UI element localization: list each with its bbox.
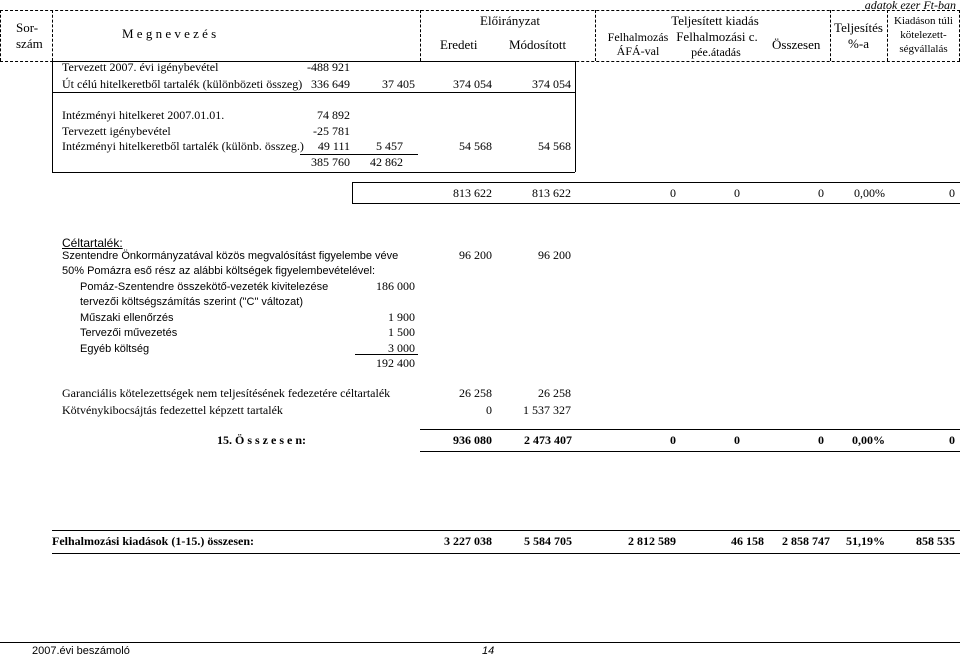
subtotal-eredeti: 813 622 — [453, 186, 492, 200]
unit-note: adatok ezer Ft-ban — [864, 0, 956, 12]
total15-pct: 0,00% — [852, 433, 885, 447]
row-intezmenyi-tartalek: Intézményi hitelkeretből tartalék (különb. összeg.) — [62, 139, 304, 153]
row-ut-celu-hitelkeret: Út célú hitelkeretből tartalék (különbözeti összeg) — [62, 77, 303, 91]
subtotal-kotelezettseg: 0 — [949, 186, 955, 200]
row-tervezett-igenybevetel-2: Tervezett igénybevétel — [62, 124, 171, 138]
row-intezmenyi-tartalek-v2: 5 457 — [376, 139, 403, 153]
subtotal-pct: 0,00% — [854, 186, 885, 200]
row-intezmenyi-tartalek-v3: 54 568 — [459, 139, 492, 153]
celtartalek-items-total: 192 400 — [376, 356, 415, 370]
total15-kotelezettseg: 0 — [949, 433, 955, 447]
celtartalek-item-label: Műszaki ellenőrzés — [80, 312, 174, 324]
row-tervezett-igenybevetel: Tervezett 2007. évi igénybevétel — [62, 60, 219, 74]
header-sorszam-1: Sor- — [16, 20, 39, 35]
celtartalek-item-value: 3 000 — [388, 341, 415, 355]
row-garancialis-eredeti: 26 258 — [459, 386, 492, 400]
grand-total-label: Felhalmozási kiadások (1-15.) összesen: — [52, 534, 254, 548]
celtartalek-item-label: Tervezői művezetés — [80, 327, 178, 339]
total15-felhalmozas: 0 — [670, 433, 676, 447]
grand-total-felhalmozasi-c: 46 158 — [731, 534, 764, 548]
header-kiadason-1: Kiadáson túli — [894, 15, 953, 27]
grand-total-felhalmozas: 2 812 589 — [628, 534, 676, 548]
header-teljesites-1: Teljesítés — [834, 20, 883, 35]
total15-modositott: 2 473 407 — [524, 433, 572, 447]
subtotal-felhalmozas: 0 — [670, 186, 676, 200]
header-sorszam-2: szám — [16, 36, 43, 51]
header-eredeti: Eredeti — [440, 37, 478, 52]
celtartalek-item-label: Pomáz-Szentendre összekötő-vezeték kivitelezése — [80, 281, 329, 293]
row-ut-celu-v1: 336 649 — [311, 77, 350, 91]
grand-total-modositott: 5 584 705 — [524, 534, 572, 548]
total15-felhalmozasi-c: 0 — [734, 433, 740, 447]
header-osszesen: Összesen — [772, 37, 821, 52]
row-intezmenyi-hitelkeret-v1: 74 892 — [317, 108, 350, 122]
total15-eredeti: 936 080 — [453, 433, 492, 447]
header-megnevezes: M e g n e v e z é s — [122, 26, 217, 41]
row-kotvenykibocsajtas-eredeti: 0 — [486, 403, 492, 417]
header-left-border — [0, 10, 1, 61]
header-felhalmozas-1: Felhalmozás — [607, 30, 669, 44]
row-credit-sum-v1: 385 760 — [311, 155, 350, 169]
footer-page-number: 14 — [482, 645, 495, 657]
celtartalek-row1-eredeti: 96 200 — [459, 248, 492, 262]
row-tervezett-igenybevetel-2-v1: -25 781 — [313, 124, 350, 138]
row-kotvenykibocsajtas-modositott: 1 537 327 — [523, 403, 571, 417]
grand-total-osszesen: 2 858 747 — [782, 534, 830, 548]
subtotal-felhalmozasi-c: 0 — [734, 186, 740, 200]
row-ut-celu-v2: 37 405 — [382, 77, 415, 91]
header-kiadason-3: ségvállalás — [899, 43, 948, 55]
subtotal-osszesen: 0 — [818, 186, 824, 200]
celtartalek-item-value: 186 000 — [376, 279, 415, 293]
celtartalek-item-value: 1 500 — [388, 325, 415, 339]
total15-osszesen: 0 — [818, 433, 824, 447]
footer-left: 2007.évi beszámoló — [32, 645, 130, 657]
celtartalek-row2-label: 50% Pomázra eső rész az alábbi költségek figyelembevételével: — [62, 265, 376, 277]
header-felhalmozasi-c: Felhalmozási c. — [676, 29, 758, 44]
header-teljesites-2: %-a — [848, 36, 869, 51]
celtartalek-row1-label: Szentendre Önkormányzatával közös megvalósítást figyelembe véve — [62, 250, 399, 262]
subtotal-modositott: 813 622 — [532, 186, 571, 200]
row-ut-celu-v4: 374 054 — [532, 77, 571, 91]
header-top-border — [0, 10, 960, 11]
celtartalek-title: Céltartalék: — [62, 236, 123, 250]
row-intezmenyi-tartalek-v4: 54 568 — [538, 139, 571, 153]
row-garancialis-modositott: 26 258 — [538, 386, 571, 400]
celtartalek-item-label: Egyéb költség — [80, 343, 150, 355]
grand-total-eredeti: 3 227 038 — [444, 534, 492, 548]
row-intezmenyi-tartalek-v1: 49 111 — [317, 139, 350, 153]
celtartalek-row1-modositott: 96 200 — [538, 248, 571, 262]
row-intezmenyi-hitelkeret: Intézményi hitelkeret 2007.01.01. — [62, 108, 225, 122]
header-felhalmozas-2: ÁFÁ-val — [616, 44, 660, 58]
row-kotvenykibocsajtas: Kötvénykibocsájtás fedezettel képzett tartalék — [62, 403, 283, 417]
row-ut-celu-v3: 374 054 — [453, 77, 492, 91]
row-tervezett-igenybevetel-v1: -488 921 — [307, 60, 350, 74]
row-garancialis: Garanciális kötelezettségek nem teljesítésének fedezetére céltartalék — [62, 386, 391, 400]
header-eloiranyzat: Előirányzat — [480, 13, 540, 28]
grand-total-kotelezettseg: 858 535 — [916, 534, 955, 548]
header-pee-atadas: pée.átadás — [691, 45, 741, 59]
row-credit-sum-v2: 42 862 — [370, 155, 403, 169]
header-teljesitett-kiadas: Teljesített kiadás — [671, 13, 759, 28]
celtartalek-item-value: 1 900 — [388, 310, 415, 324]
grand-total-pct: 51,19% — [846, 534, 885, 548]
header-kiadason-2: kötelezett- — [900, 29, 947, 41]
celtartalek-item-label: tervezői költségszámítás szerint ("C" változat) — [80, 296, 303, 308]
total15-label: 15. Ö s s z e s e n: — [217, 433, 306, 447]
header-modositott: Módosított — [509, 37, 567, 52]
